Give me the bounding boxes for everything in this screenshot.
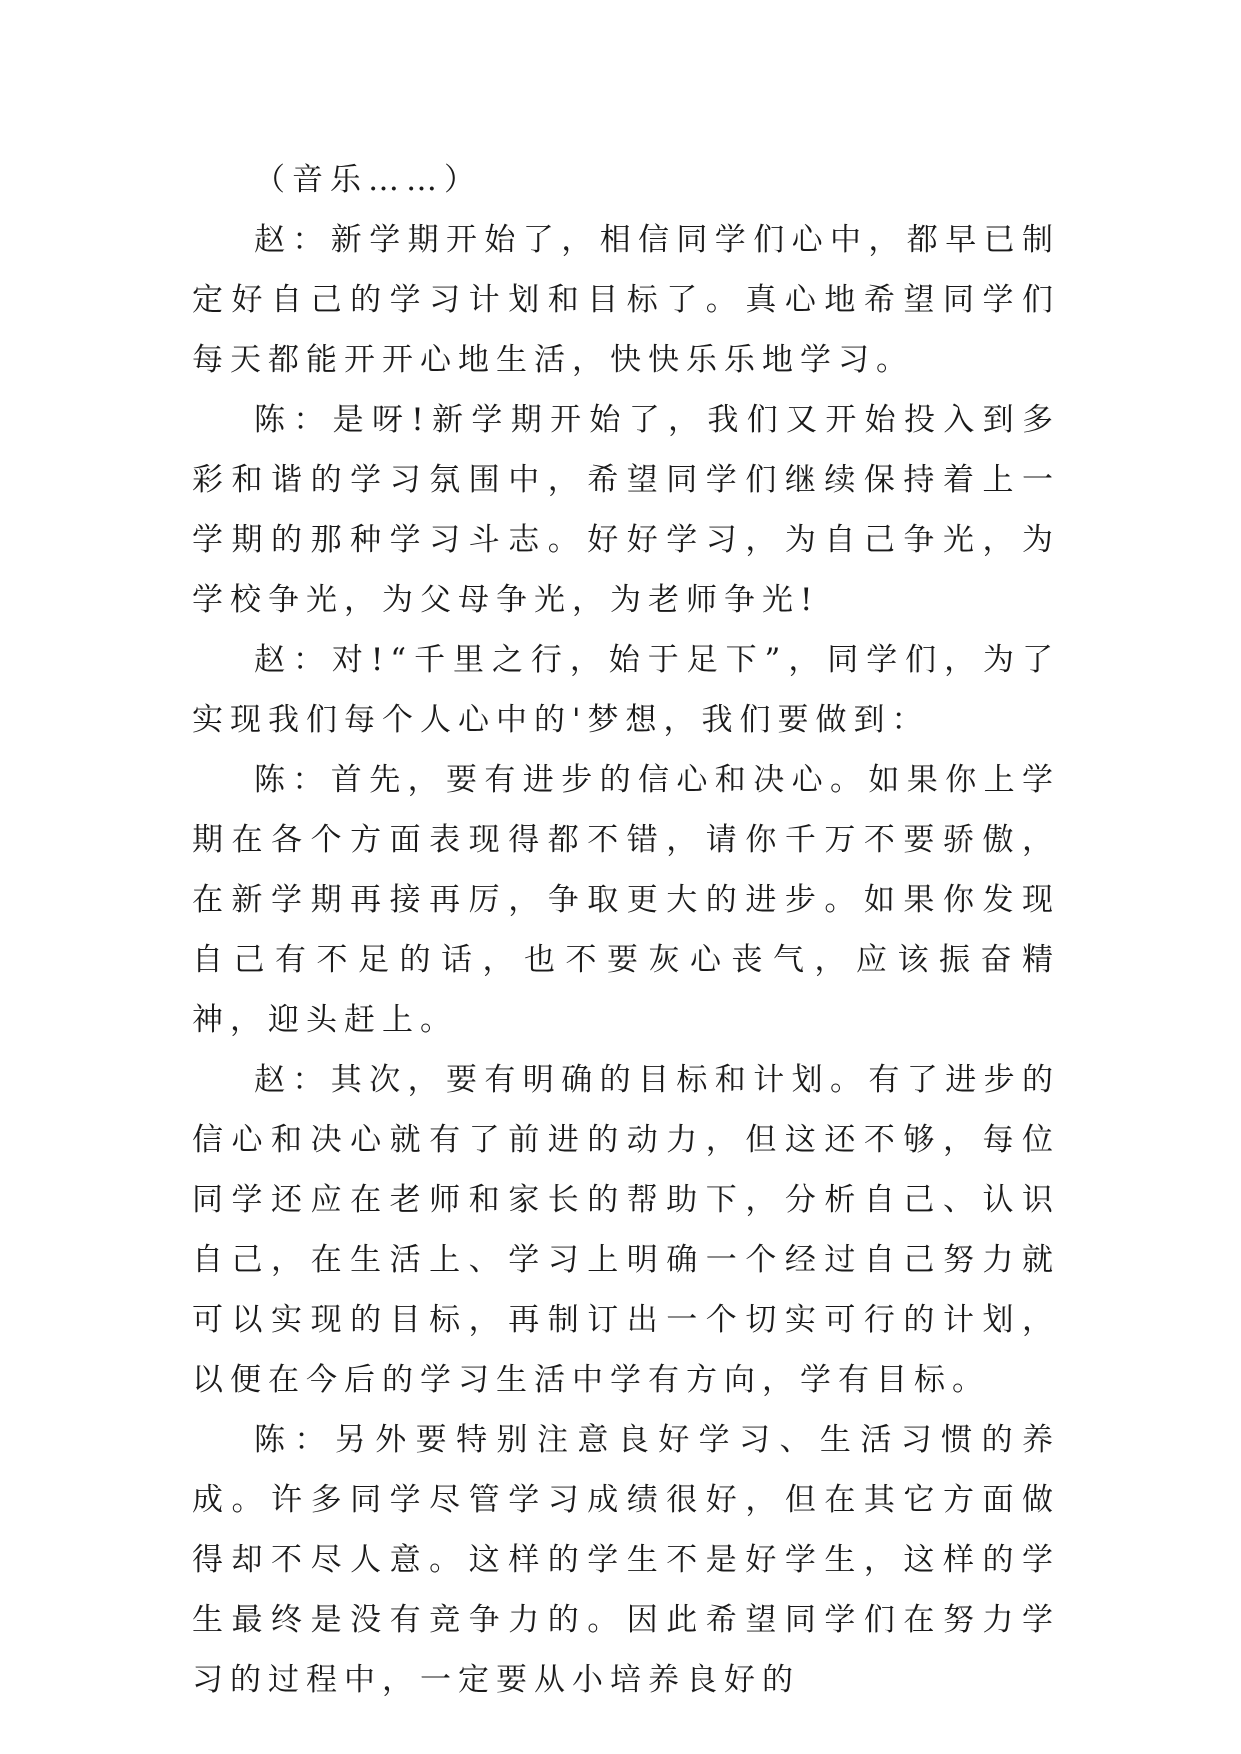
document-body	[192, 150, 1060, 1710]
paragraph-chen-1: 陈：是呀!新学期开始了，我们又开始投入到多彩和谐的学习氛围中，希望同学们继续保持着上一学期的那种学习斗志。好好学习，为自己争光，为学校争光，为父母争光，为老师争光!	[192, 402, 1060, 618]
paragraph-music-cue: （音乐……）	[254, 162, 482, 198]
paragraph-zhao-1: 赵：新学期开始了，相信同学们心中，都早已制定好自己的学习计划和目标了。真心地希望同学们每天都能开开心地生活，快快乐乐地学习。	[192, 222, 1060, 378]
paragraph-zhao-3: 赵：其次，要有明确的目标和计划。有了进步的信心和决心就有了前进的动力，但这还不够，每位同学还应在老师和家长的帮助下，分析自己、认识自己，在生活上、学习上明确一个经过自己努力就可以实现的目标，再制订出一个切实可行的计划，以便在今后的学习生活中学有方向，学有目标。	[192, 1062, 1060, 1398]
paragraph-chen-2: 陈：首先，要有进步的信心和决心。如果你上学期在各个方面表现得都不错，请你千万不要骄傲，在新学期再接再厉，争取更大的进步。如果你发现自己有不足的话，也不要灰心丧气，应该振奋精神，迎头赶上。	[192, 762, 1060, 1038]
paragraph-zhao-2: 赵：对!“千里之行，始于足下”，同学们，为了实现我们每个人心中的'梦想，我们要做到：	[192, 642, 1060, 738]
paragraph-chen-3: 陈：另外要特别注意良好学习、生活习惯的养成。许多同学尽管学习成绩很好，但在其它方面做得却不尽人意。这样的学生不是好学生，这样的学生最终是没有竞争力的。因此希望同学们在努力学习的过程中，一定要从小培养良好的	[192, 1422, 1060, 1698]
